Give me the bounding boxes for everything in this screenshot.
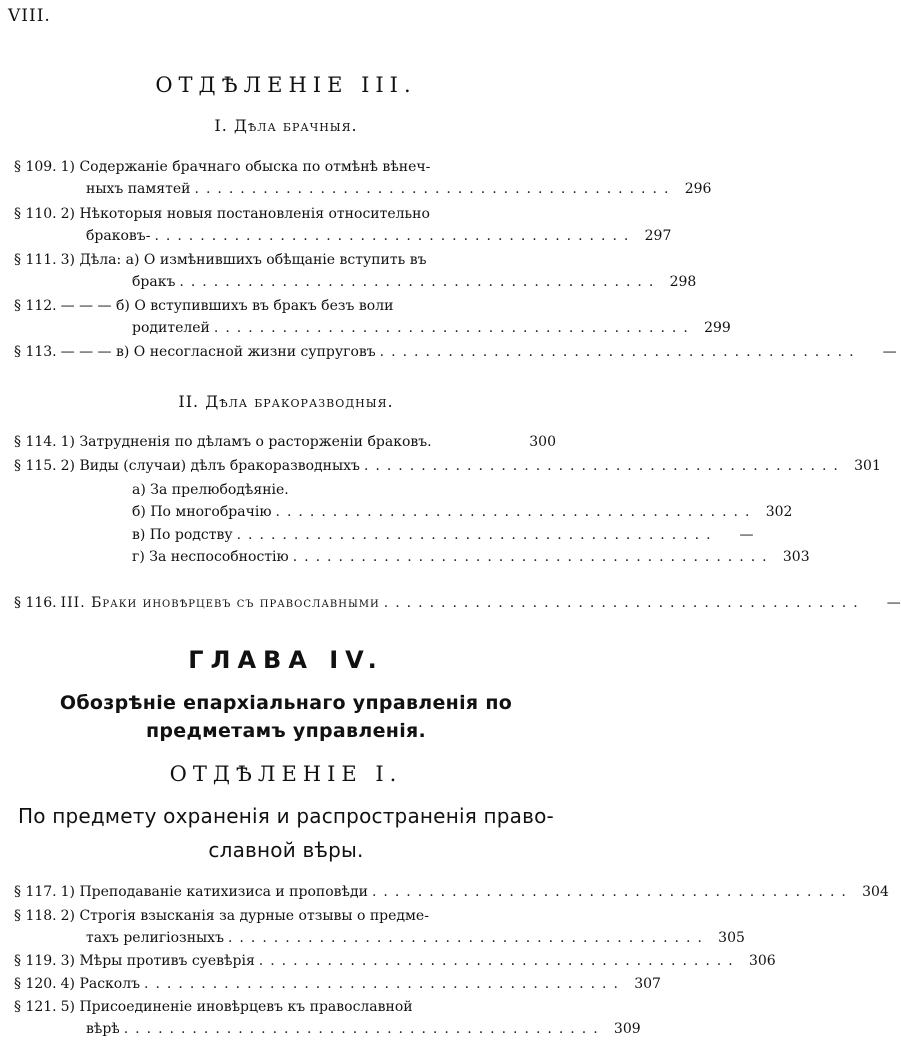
page-ref: 301 xyxy=(854,458,881,474)
leader-dots: .......................................... xyxy=(144,976,625,992)
page-ref: — xyxy=(886,595,901,611)
toc-entry-113[interactable] xyxy=(14,341,897,363)
page-ref: 296 xyxy=(684,181,712,197)
page-ref: 299 xyxy=(704,320,731,336)
leader-dots: .......................................... xyxy=(194,181,676,197)
entry-text: 2) Нѣкоторыя новыя постановленія относительно xyxy=(60,206,430,222)
entry-text: 2) Виды (случаи) дѣлъ бракоразводныхъ xyxy=(60,458,360,474)
toc-entry-119[interactable] xyxy=(14,950,776,972)
page-ref: 309 xyxy=(613,1021,641,1037)
toc-entry-117[interactable] xyxy=(14,881,889,903)
subject-heading-line-1: По предмету охраненія и распространенія право- xyxy=(18,804,554,828)
entry-text: б) По многобрачію xyxy=(132,504,272,520)
leader-dots: .......................................... xyxy=(379,344,861,360)
subject-heading-line-2: славной вѣры. xyxy=(208,838,364,862)
toc-entry-110[interactable] xyxy=(14,203,672,247)
section-number: § 113. xyxy=(14,344,57,360)
subsection-1-heading: I. Дѣла брачныя. xyxy=(214,116,358,135)
entry-text: 2) Строгія взысканія за дурные отзывы о предме- xyxy=(60,908,429,924)
entry-text: 4) Расколъ xyxy=(60,976,141,992)
entry-text: 1) Содержаніе брачнаго обыска по отмѣнѣ вѣнеч- xyxy=(60,159,431,175)
entry-text-continued: бракъ xyxy=(132,274,176,290)
toc-subentry-g[interactable] xyxy=(14,546,810,568)
leader-dots: .......................................... xyxy=(227,930,709,946)
leader-dots: .......................................... xyxy=(383,595,865,611)
page-ref: 298 xyxy=(669,274,697,290)
toc-entry-115[interactable] xyxy=(14,455,881,477)
leader-dots: .......................................... xyxy=(123,1021,605,1037)
section-number: § 115. xyxy=(14,458,57,474)
toc-subentry-b[interactable] xyxy=(14,501,793,523)
page-ref: — xyxy=(739,527,754,543)
section-number: § 112. xyxy=(14,298,57,314)
chapter-title-line-1: Обозрѣніе епархіальнаго управленія по xyxy=(59,692,513,714)
toc-entry-112[interactable] xyxy=(14,295,731,339)
section-number: § 117. xyxy=(14,884,57,900)
chapter-4-heading: ГЛАВА IV. xyxy=(188,646,384,674)
subsection-2-heading: II. Дѣла бракоразводныя. xyxy=(178,392,394,411)
entry-text: III. Браки иновѣрцевъ съ православными xyxy=(60,595,380,611)
section-number: § 118. xyxy=(14,908,57,924)
entry-text-continued: вѣрѣ xyxy=(86,1021,120,1037)
department-1-heading: ОТДѢЛЕНІЕ I. xyxy=(169,762,403,786)
leader-dots: .......................................... xyxy=(179,274,661,290)
toc-entry-120[interactable] xyxy=(14,973,661,995)
department-3-heading: ОТДѢЛЕНІЕ III. xyxy=(155,73,417,97)
entry-text: 1) Преподаваніе катихизиса и проповѣди xyxy=(60,884,368,900)
toc-subentry-v[interactable] xyxy=(14,524,754,546)
entry-text: 3) Мѣры противъ суевѣрія xyxy=(60,953,255,969)
toc-entry-121[interactable] xyxy=(14,996,641,1040)
section-number: § 111. xyxy=(14,252,57,268)
entry-text-continued: родителей xyxy=(132,320,210,336)
entry-text: 5) Присоединеніе иновѣрцевъ къ православной xyxy=(60,999,413,1015)
toc-entry-114[interactable] xyxy=(14,431,556,453)
entry-text: в) По родству xyxy=(132,527,233,543)
leader-dots: .......................................... xyxy=(363,458,845,474)
page-ref: 300 xyxy=(529,434,556,450)
leader-dots: .......................................... xyxy=(275,504,757,520)
leader-dots: .......................................... xyxy=(371,884,853,900)
entry-text: 3) Дѣла: а) О измѣнившихъ обѣщаніе вступить въ xyxy=(60,252,427,268)
entry-text: а) За прелюбодѣяніе. xyxy=(132,482,289,498)
page-number: VIII. xyxy=(8,6,51,26)
section-number: § 116. xyxy=(14,595,57,611)
chapter-title-line-2: предметамъ управленія. xyxy=(145,720,427,742)
page-ref: 297 xyxy=(644,228,672,244)
toc-subentry-a[interactable] xyxy=(14,479,556,501)
page-ref: 306 xyxy=(748,953,776,969)
section-number: § 119. xyxy=(14,953,57,969)
toc-entry-111[interactable] xyxy=(14,249,697,293)
entry-text: — — — в) О несогласной жизни супруговъ xyxy=(60,344,376,360)
page-ref: 305 xyxy=(718,930,745,946)
leader-dots: .......................................... xyxy=(213,320,695,336)
entry-text-continued: ныхъ памятей xyxy=(86,181,191,197)
entry-text: 1) Затрудненія по дѣламъ о расторженіи браковъ. xyxy=(60,434,432,450)
section-number: § 121. xyxy=(14,999,57,1015)
entry-text-continued: тахъ религіозныхъ xyxy=(86,930,224,946)
toc-entry-118[interactable] xyxy=(14,905,745,949)
section-number: § 110. xyxy=(14,206,57,222)
section-number: § 120. xyxy=(14,976,57,992)
entry-text-continued: браковъ- xyxy=(86,228,151,244)
page-ref: — xyxy=(882,344,897,360)
toc-entry-116[interactable] xyxy=(14,592,901,614)
page-ref: 307 xyxy=(634,976,661,992)
leader-dots: .......................................... xyxy=(292,549,774,565)
entry-text: г) За неспособностію xyxy=(132,549,289,565)
section-number: § 109. xyxy=(14,159,57,175)
page-ref: 303 xyxy=(782,549,810,565)
leader-dots: .......................................... xyxy=(236,527,718,543)
section-number: § 114. xyxy=(14,434,57,450)
entry-text: — — — б) О вступившихъ въ бракъ безъ воли xyxy=(60,298,394,314)
leader-dots: .......................................... xyxy=(258,953,740,969)
page-ref: 302 xyxy=(765,504,793,520)
page-ref: 304 xyxy=(862,884,889,900)
toc-entry-109[interactable] xyxy=(14,156,712,200)
leader-dots: .......................................... xyxy=(154,228,636,244)
